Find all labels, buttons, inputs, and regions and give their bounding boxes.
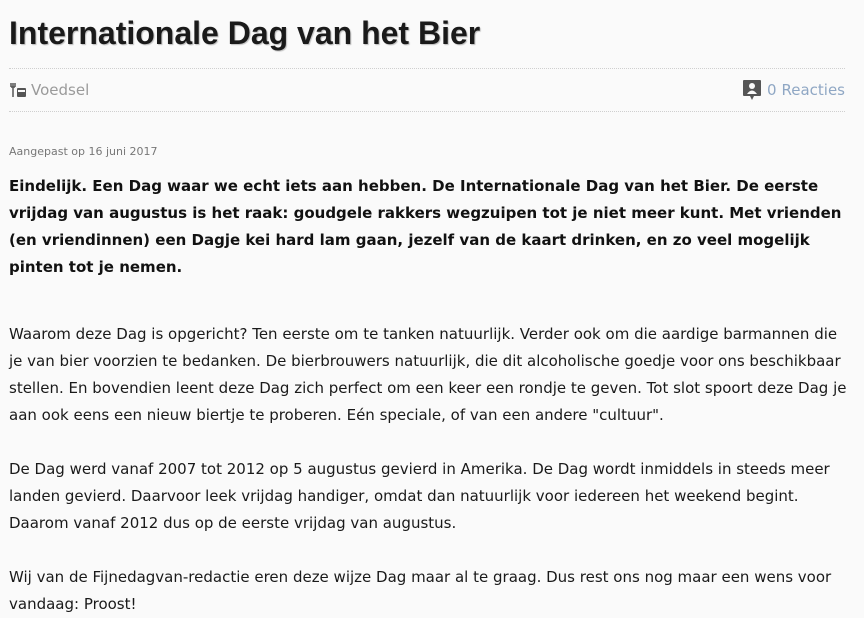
category-label: Voedsel bbox=[31, 81, 90, 99]
article-paragraph: Wij van de Fijnedagvan-redactie eren deze wijze Dag maar al te graag. Dus rest ons nog maar een wens voor vandaag: Proost! bbox=[9, 568, 832, 613]
divider bbox=[9, 68, 845, 69]
comments-count: 0 bbox=[766, 81, 777, 99]
comment-user-icon bbox=[742, 79, 762, 101]
article-lead: Eindelijk. Een Dag waar we echt iets aan hebben. De Internationale Dag van het Bier. De eerste vrijdag van augustus is het raak: goudgele rakkers wegzuipen tot je niet meer kunt. Met vrienden (en vriendinnen) een Dagje kei hard lam gaan, jezelf van de kaart drinken, en zo veel mogelijk pinten tot je nemen. bbox=[9, 177, 842, 276]
category-link[interactable] bbox=[9, 79, 89, 101]
article-paragraph: De Dag werd vanaf 2007 tot 2012 op 5 augustus gevierd in Amerika. De Dag wordt inmiddels in steeds meer landen gevierd. Daarvoor leek vrijdag handiger, omdat dan natuurlijk voor iedereen het weekend begint. Daarom vanaf 2012 dus op de eerste vrijdag van augustus. bbox=[9, 460, 830, 532]
updated-date: Aangepast op 16 juni 2017 bbox=[9, 145, 158, 158]
page-title: Internationale Dag van het Bier bbox=[9, 15, 481, 51]
food-drink-icon bbox=[9, 81, 27, 99]
article-meta bbox=[9, 77, 845, 105]
comments-link[interactable] bbox=[742, 79, 845, 101]
article-paragraph: Waarom deze Dag is opgericht? Ten eerste om te tanken natuurlijk. Verder ook om die aardige barmannen die je van bier voorzien te bedanken. De bierbrouwers natuurlijk, die dit alcoholische goedje voor ons beschikbaar stellen. En bovendien leent deze Dag zich perfect om een keer een rondje te geven. Tot slot spoort deze Dag je aan ook eens een nieuw biertje te proberen. Eén speciale, of van een andere "cultuur". bbox=[9, 325, 847, 424]
comments-label: Reacties bbox=[781, 81, 845, 99]
divider bbox=[9, 111, 845, 112]
